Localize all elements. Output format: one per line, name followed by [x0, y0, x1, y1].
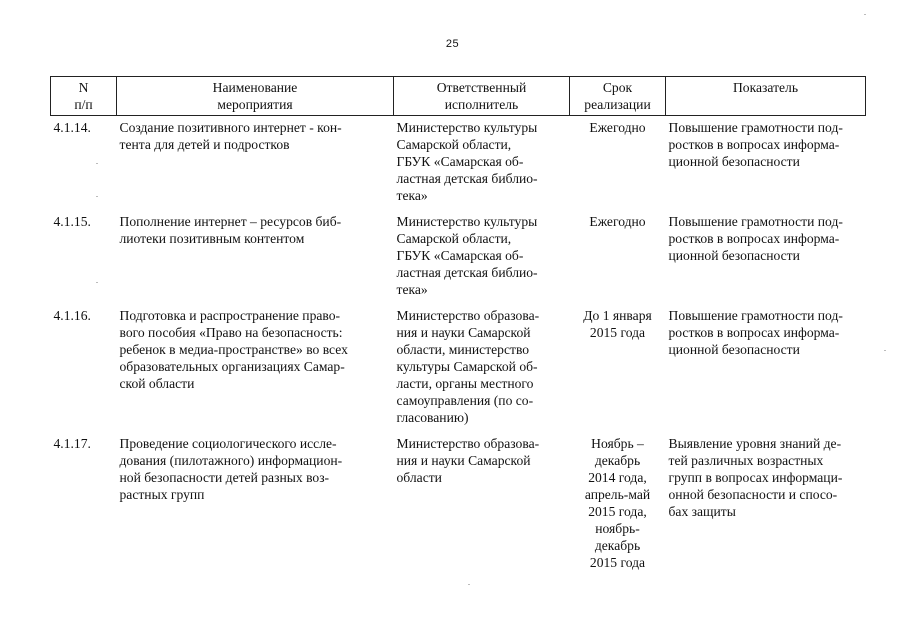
table-row — [51, 210, 866, 304]
row-indicator-text: Повышение грамотности под- ростков в вопросах информа- ционной безопасности — [668, 308, 843, 357]
action-plan-table — [50, 76, 866, 577]
scan-speck — [96, 196, 98, 197]
scan-speck — [468, 584, 470, 585]
header-name — [117, 77, 394, 116]
header-indicator — [666, 77, 866, 116]
row-name-text: Пополнение интернет – ресурсов биб- лиотеки позитивным контентом — [119, 214, 342, 246]
row-term — [570, 116, 666, 211]
table-header — [51, 77, 866, 116]
page-number: 25 — [445, 38, 460, 50]
row-term-text: Ежегодно — [589, 214, 646, 229]
row-term — [570, 304, 666, 432]
row-executor — [394, 304, 570, 432]
row-indicator-text: Повышение грамотности под- ростков в вопросах информа- ционной безопасности — [668, 214, 843, 263]
row-number-text: 4.1.15. — [53, 214, 91, 229]
row-number — [51, 304, 117, 432]
row-term-text: Ноябрь – декабрь 2014 года, апрель-май 2015 года, ноябрь- декабрь 2015 года — [584, 436, 651, 570]
row-indicator — [666, 304, 866, 432]
row-executor-text: Министерство образова- ния и науки Самарской области, министерство культуры Самарской об- ласти, органы местного самоуправления (по со- гласованию) — [396, 308, 540, 425]
row-name — [117, 432, 394, 577]
row-term-text: До 1 января 2015 года — [583, 308, 652, 340]
row-term-text: Ежегодно — [589, 120, 646, 135]
row-indicator — [666, 432, 866, 577]
row-number — [51, 432, 117, 577]
row-indicator-text: Выявление уровня знаний де- тей различных возрастных групп в вопросах информаци- онной безопасности и спосо- бах защиты — [668, 436, 843, 519]
row-name-text: Создание позитивного интернет - кон- тента для детей и подростков — [119, 120, 342, 152]
table-row — [51, 304, 866, 432]
row-number-text: 4.1.16. — [53, 308, 91, 323]
header-executor — [394, 77, 570, 116]
table-row — [51, 432, 866, 577]
row-executor-text: Министерство образова- ния и науки Самарской области — [396, 436, 540, 485]
header-executor-label: Ответственный исполнитель — [436, 80, 527, 112]
row-number-text: 4.1.14. — [53, 120, 91, 135]
header-row — [51, 77, 866, 116]
row-indicator-text: Повышение грамотности под- ростков в вопросах информа- ционной безопасности — [668, 120, 843, 169]
row-name-text: Подготовка и распространение право- вого пособия «Право на безопасность: ребенок в медиа-пространстве» во всех образовательных организациях Самар- ской области — [119, 308, 348, 391]
scan-speck — [96, 163, 98, 164]
header-num — [51, 77, 117, 116]
table-body — [51, 116, 866, 578]
row-term — [570, 210, 666, 304]
scan-speck — [864, 14, 866, 15]
row-executor — [394, 432, 570, 577]
row-executor — [394, 116, 570, 211]
header-term — [570, 77, 666, 116]
header-name-label: Наименование мероприятия — [212, 80, 298, 112]
row-executor-text: Министерство культуры Самарской области, ГБУК «Самарская об- ластная детская библио- тека» — [396, 120, 538, 203]
header-num-label: N п/п — [74, 80, 93, 112]
header-term-label: Срок реализации — [584, 80, 651, 112]
row-executor-text: Министерство культуры Самарской области, ГБУК «Самарская об- ластная детская библио- тека» — [396, 214, 538, 297]
row-number-text: 4.1.17. — [53, 436, 91, 451]
header-indicator-label: Показатель — [732, 80, 799, 95]
row-indicator — [666, 116, 866, 211]
row-name-text: Проведение социологического иссле- дования (пилотажного) информацион- ной безопасности детей разных воз- растных групп — [119, 436, 343, 502]
row-number — [51, 210, 117, 304]
row-name — [117, 304, 394, 432]
row-name — [117, 116, 394, 211]
row-number — [51, 116, 117, 211]
scan-speck — [96, 282, 98, 283]
row-executor — [394, 210, 570, 304]
row-term — [570, 432, 666, 577]
table-row — [51, 116, 866, 211]
scan-speck — [884, 350, 886, 351]
row-name — [117, 210, 394, 304]
row-indicator — [666, 210, 866, 304]
